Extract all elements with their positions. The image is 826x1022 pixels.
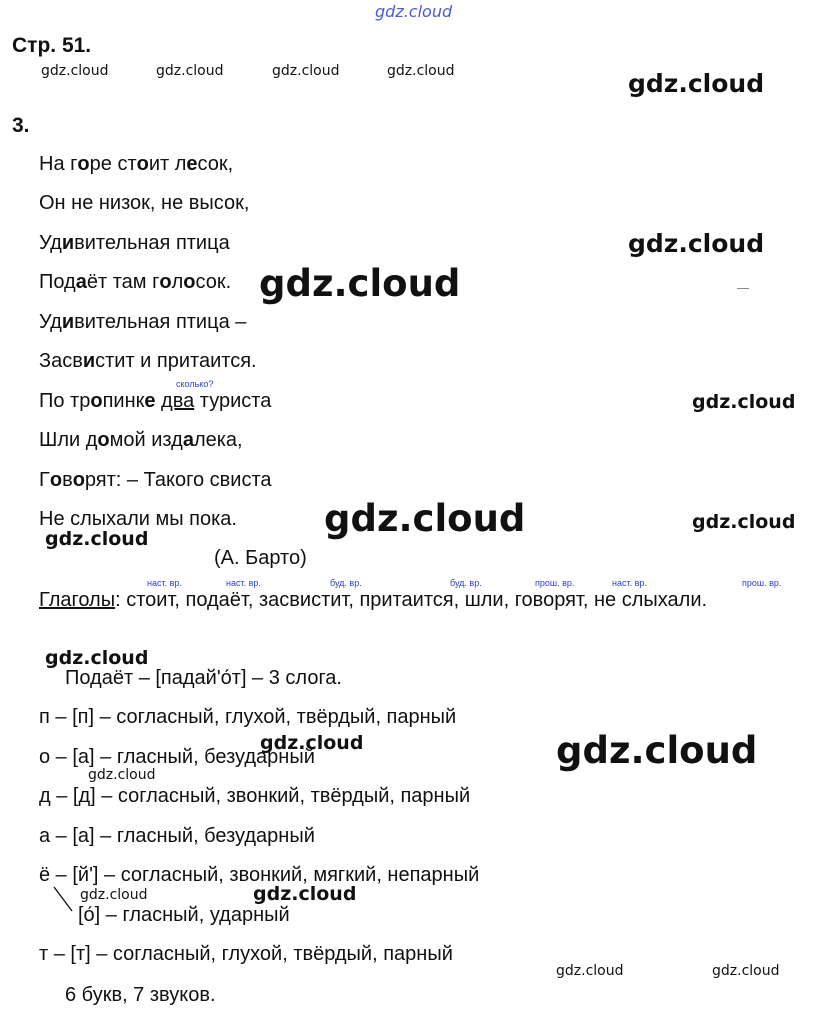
poem-line: Удивительная птица – (39, 311, 247, 333)
watermark: gdz.cloud (692, 511, 796, 533)
watermark: gdz.cloud (259, 262, 461, 305)
watermark: gdz.cloud (712, 963, 780, 979)
poem-line: Говорят: – Такого свиста (39, 469, 272, 491)
poem-line: На горе стоит лесок, (39, 153, 234, 175)
poem-line: Подаёт там голосок. (39, 271, 232, 293)
verbs-line (39, 589, 707, 612)
watermark: gdz.cloud (45, 528, 149, 550)
watermark: gdz.cloud (387, 63, 455, 79)
tense-note: прош. вр. (535, 578, 575, 588)
watermark: gdz.cloud (692, 391, 796, 413)
phonetic-row: п – [п] – согласный, глухой, твёрдый, парный (39, 706, 457, 728)
watermark: gdz.cloud (41, 63, 109, 79)
verbs-label: Глаголы (39, 589, 116, 611)
branch-line (52, 885, 76, 915)
watermark: gdz.cloud (45, 647, 149, 669)
watermark: gdz.cloud (88, 767, 156, 783)
phonetic-row: о – [а] – гласный, безударный (39, 746, 315, 768)
verbs-list: : стоит, подаёт, засвистит, притаится, шли, говорят, не слыхали. (115, 589, 708, 611)
watermark: gdz.cloud (628, 69, 765, 98)
poem-author: (А. Барто) (214, 547, 307, 569)
analysis-heading: Подаёт – [падай'о́т] – 3 слога. (65, 667, 342, 689)
tense-note: буд. вр. (450, 578, 482, 588)
watermark: gdz.cloud (260, 732, 364, 754)
divider-mark (737, 288, 749, 289)
poem-line: Он не низок, не высок, (39, 192, 250, 214)
watermark: gdz.cloud (556, 729, 758, 772)
watermark: gdz.cloud (628, 229, 765, 258)
tense-note: прош. вр. (742, 578, 782, 588)
exercise-number: 3. (12, 114, 30, 137)
top-watermark: gdz.cloud (375, 2, 453, 21)
phonetic-row: ё – [й'] – согласный, звонкий, мягкий, непарный (39, 864, 480, 886)
phonetic-row: [о́] – гласный, ударный (78, 904, 290, 926)
tense-note: наст. вр. (226, 578, 261, 588)
page-label: Стр. 51. (12, 34, 92, 57)
watermark: gdz.cloud (272, 63, 340, 79)
watermark: gdz.cloud (556, 963, 624, 979)
watermark: gdz.cloud (253, 883, 357, 905)
tense-note: наст. вр. (612, 578, 647, 588)
question-note: сколько? (176, 379, 214, 389)
watermark: gdz.cloud (80, 887, 148, 903)
poem-line: Удивительная птица (39, 232, 230, 254)
tense-note: буд. вр. (330, 578, 362, 588)
phonetic-row: д – [д] – согласный, звонкий, твёрдый, парный (39, 785, 471, 807)
phonetic-row: а – [а] – гласный, безударный (39, 825, 315, 847)
analysis-summary: 6 букв, 7 звуков. (65, 984, 216, 1006)
watermark: gdz.cloud (156, 63, 224, 79)
poem-line: Засвистит и притаится. (39, 350, 257, 372)
poem-line: Шли домой издалека, (39, 429, 243, 451)
poem-line: Не слыхали мы пока. (39, 508, 237, 530)
phonetic-row: т – [т] – согласный, глухой, твёрдый, парный (39, 943, 453, 965)
tense-note: наст. вр. (147, 578, 182, 588)
watermark: gdz.cloud (324, 497, 526, 540)
poem-line: По тропинке два туриста (39, 390, 272, 412)
